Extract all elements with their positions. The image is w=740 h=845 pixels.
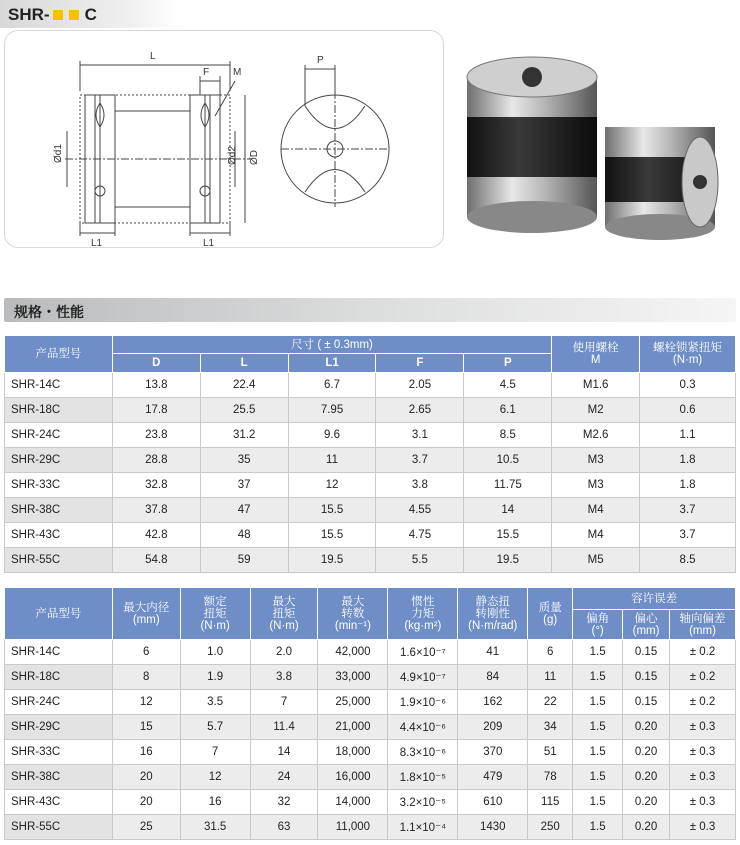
model-cell: SHR-29C [5,715,113,740]
value-cell: 3.8 [376,473,464,498]
value-cell: 23.8 [112,423,200,448]
header-bore: 最大内径 (mm) [112,588,180,640]
value-cell: 1.5 [573,665,623,690]
value-cell: 1.8 [640,473,736,498]
value-cell: 7 [250,690,318,715]
value-cell: 4.4×10⁻⁶ [388,715,458,740]
value-cell: 19.5 [464,548,552,573]
value-cell: 15.5 [288,523,376,548]
model-cell: SHR-38C [5,498,113,523]
section-header [4,298,736,322]
value-cell: 8.3×10⁻⁶ [388,740,458,765]
header-L1: L1 [288,354,376,373]
value-cell: 1.9 [180,665,250,690]
value-cell: 0.20 [623,715,670,740]
dim-d1: Ød1 [53,144,64,163]
value-cell: M4 [552,498,640,523]
model-cell: SHR-43C [5,523,113,548]
value-cell: 11 [528,665,573,690]
table-row [5,423,736,448]
model-cell: SHR-43C [5,790,113,815]
value-cell: 6 [112,640,180,665]
dim-F: F [203,67,210,78]
value-cell: 15.5 [288,498,376,523]
value-cell: 37 [200,473,288,498]
value-cell: 0.20 [623,740,670,765]
value-cell: 1.1 [640,423,736,448]
value-cell: 0.20 [623,790,670,815]
value-cell: ± 0.3 [670,715,736,740]
value-cell: 1.8×10⁻⁵ [388,765,458,790]
value-cell: 15 [112,715,180,740]
value-cell: 51 [528,740,573,765]
value-cell: 25 [112,815,180,840]
header-max-speed: 最大 转数 (min⁻¹) [318,588,388,640]
header-model: 产品型号 [5,336,113,373]
table-row [5,473,736,498]
value-cell: 14,000 [318,790,388,815]
value-cell: 37.8 [112,498,200,523]
table-row [5,715,736,740]
value-cell: 209 [458,715,528,740]
value-cell: 7 [180,740,250,765]
dim-L1-right: L1 [203,238,215,248]
coupling-drawing [5,31,444,248]
value-cell: 8 [112,665,180,690]
title-prefix: SHR- [8,5,50,24]
value-cell: M3 [552,473,640,498]
value-cell: 4.9×10⁻⁷ [388,665,458,690]
value-cell: 78 [528,765,573,790]
value-cell: 1.1×10⁻⁴ [388,815,458,840]
value-cell: 6.7 [288,373,376,398]
value-cell: 17.8 [112,398,200,423]
header-stiffness: 静态扭 转刚性 (N·m/rad) [458,588,528,640]
value-cell: 4.55 [376,498,464,523]
value-cell: 10.5 [464,448,552,473]
value-cell: 11 [288,448,376,473]
value-cell: M2.6 [552,423,640,448]
value-cell: 35 [200,448,288,473]
value-cell: 1.0 [180,640,250,665]
performance-table [4,587,736,840]
value-cell: 5.7 [180,715,250,740]
header-max-torque: 最大 扭矩 (N·m) [250,588,318,640]
value-cell: 5.5 [376,548,464,573]
value-cell: 24 [250,765,318,790]
value-cell: 0.15 [623,690,670,715]
value-cell: 3.8 [250,665,318,690]
header-axial: 轴向偏差 (mm) [670,610,736,640]
value-cell: M5 [552,548,640,573]
model-cell: SHR-29C [5,448,113,473]
value-cell: 370 [458,740,528,765]
header-bolt: 使用螺栓 M [552,336,640,373]
value-cell: M4 [552,523,640,548]
table-row [5,665,736,690]
value-cell: 28.8 [112,448,200,473]
dim-P: P [317,55,324,66]
value-cell: 2.05 [376,373,464,398]
model-cell: SHR-24C [5,690,113,715]
value-cell: 16 [112,740,180,765]
value-cell: 25,000 [318,690,388,715]
value-cell: 1.5 [573,740,623,765]
table-row [5,548,736,573]
value-cell: 250 [528,815,573,840]
value-cell: 25.5 [200,398,288,423]
product-title [8,5,97,25]
header-angular: 偏角 (°) [573,610,623,640]
value-cell: M1.6 [552,373,640,398]
value-cell: 3.7 [640,498,736,523]
model-cell: SHR-33C [5,740,113,765]
value-cell: ± 0.3 [670,790,736,815]
header-bolt-torque: 螺栓锁紧扭矩 (N·m) [640,336,736,373]
value-cell: 2.65 [376,398,464,423]
table-row [5,448,736,473]
value-cell: 6.1 [464,398,552,423]
value-cell: 11,000 [318,815,388,840]
value-cell: M3 [552,448,640,473]
value-cell: 19.5 [288,548,376,573]
value-cell: 33,000 [318,665,388,690]
value-cell: 59 [200,548,288,573]
model-cell: SHR-24C [5,423,113,448]
dim-d2: Ød2 [227,146,238,165]
value-cell: 12 [180,765,250,790]
value-cell: 3.7 [640,523,736,548]
model-cell: SHR-18C [5,398,113,423]
model-cell: SHR-55C [5,548,113,573]
value-cell: 31.2 [200,423,288,448]
value-cell: 4.75 [376,523,464,548]
header-D: D [112,354,200,373]
value-cell: 3.7 [376,448,464,473]
dim-L: L [150,51,156,62]
value-cell: 1.5 [573,715,623,740]
value-cell: 11.75 [464,473,552,498]
title-suffix: C [84,5,97,24]
value-cell: 1.6×10⁻⁷ [388,640,458,665]
header-F: F [376,354,464,373]
value-cell: 32.8 [112,473,200,498]
value-cell: 22 [528,690,573,715]
value-cell: 1.5 [573,815,623,840]
value-cell: 0.6 [640,398,736,423]
header-L: L [200,354,288,373]
value-cell: 1.5 [573,640,623,665]
table-row [5,523,736,548]
value-cell: 18,000 [318,740,388,765]
value-cell: 34 [528,715,573,740]
value-cell: 8.5 [464,423,552,448]
value-cell: 21,000 [318,715,388,740]
value-cell: 3.5 [180,690,250,715]
table-row [5,790,736,815]
value-cell: 42,000 [318,640,388,665]
value-cell: ± 0.3 [670,765,736,790]
value-cell: ± 0.2 [670,640,736,665]
table-row [5,640,736,665]
header-model: 产品型号 [5,588,113,640]
value-cell: 14 [250,740,318,765]
table-row [5,815,736,840]
technical-drawing-panel [4,30,444,248]
value-cell: 4.5 [464,373,552,398]
value-cell: 11.4 [250,715,318,740]
header-inertia: 惯性 力矩 (kg·m²) [388,588,458,640]
value-cell: 610 [458,790,528,815]
value-cell: 47 [200,498,288,523]
value-cell: 84 [458,665,528,690]
table-row [5,690,736,715]
value-cell: 7.95 [288,398,376,423]
value-cell: 0.20 [623,815,670,840]
value-cell: 16 [180,790,250,815]
dimension-table [4,335,736,573]
value-cell: 3.2×10⁻⁵ [388,790,458,815]
header-parallel: 偏心 (mm) [623,610,670,640]
model-cell: SHR-33C [5,473,113,498]
yellow-square-icon [69,10,79,20]
value-cell: 42.8 [112,523,200,548]
value-cell: 3.1 [376,423,464,448]
table-row [5,398,736,423]
value-cell: 1.5 [573,765,623,790]
table-row [5,373,736,398]
value-cell: ± 0.2 [670,690,736,715]
value-cell: 6 [528,640,573,665]
value-cell: ± 0.3 [670,740,736,765]
value-cell: 479 [458,765,528,790]
yellow-square-icon [53,10,63,20]
model-cell: SHR-18C [5,665,113,690]
value-cell: 16,000 [318,765,388,790]
value-cell: 0.3 [640,373,736,398]
value-cell: 20 [112,765,180,790]
value-cell: 14 [464,498,552,523]
value-cell: 1.9×10⁻⁶ [388,690,458,715]
table-row [5,765,736,790]
model-cell: SHR-14C [5,373,113,398]
value-cell: M2 [552,398,640,423]
value-cell: ± 0.3 [670,815,736,840]
header-size-group: 尺寸 ( ± 0.3mm) [112,336,551,354]
header-mass: 质量 (g) [528,588,573,640]
value-cell: 9.6 [288,423,376,448]
value-cell: 31.5 [180,815,250,840]
value-cell: 13.8 [112,373,200,398]
dim-M: M [233,67,242,78]
value-cell: ± 0.2 [670,665,736,690]
value-cell: 8.5 [640,548,736,573]
value-cell: 63 [250,815,318,840]
dim-D: ØD [249,150,260,165]
value-cell: 41 [458,640,528,665]
dim-L1-left: L1 [91,238,103,248]
value-cell: 1.8 [640,448,736,473]
value-cell: 1.5 [573,690,623,715]
value-cell: 115 [528,790,573,815]
product-photo [455,32,735,257]
value-cell: 162 [458,690,528,715]
model-cell: SHR-55C [5,815,113,840]
value-cell: 2.0 [250,640,318,665]
model-cell: SHR-38C [5,765,113,790]
value-cell: 1.5 [573,790,623,815]
value-cell: 54.8 [112,548,200,573]
value-cell: 20 [112,790,180,815]
value-cell: 48 [200,523,288,548]
header-tolerance-group: 容许误差 [573,588,736,610]
header-rated-torque: 额定 扭矩 (N·m) [180,588,250,640]
value-cell: 32 [250,790,318,815]
table-row [5,498,736,523]
section-title: 规格・性能 [14,304,84,320]
header-P: P [464,354,552,373]
value-cell: 0.15 [623,640,670,665]
value-cell: 15.5 [464,523,552,548]
model-cell: SHR-14C [5,640,113,665]
value-cell: 12 [288,473,376,498]
table-row [5,740,736,765]
value-cell: 12 [112,690,180,715]
title-bar [0,0,180,28]
value-cell: 22.4 [200,373,288,398]
value-cell: 0.20 [623,765,670,790]
value-cell: 1430 [458,815,528,840]
value-cell: 0.15 [623,665,670,690]
